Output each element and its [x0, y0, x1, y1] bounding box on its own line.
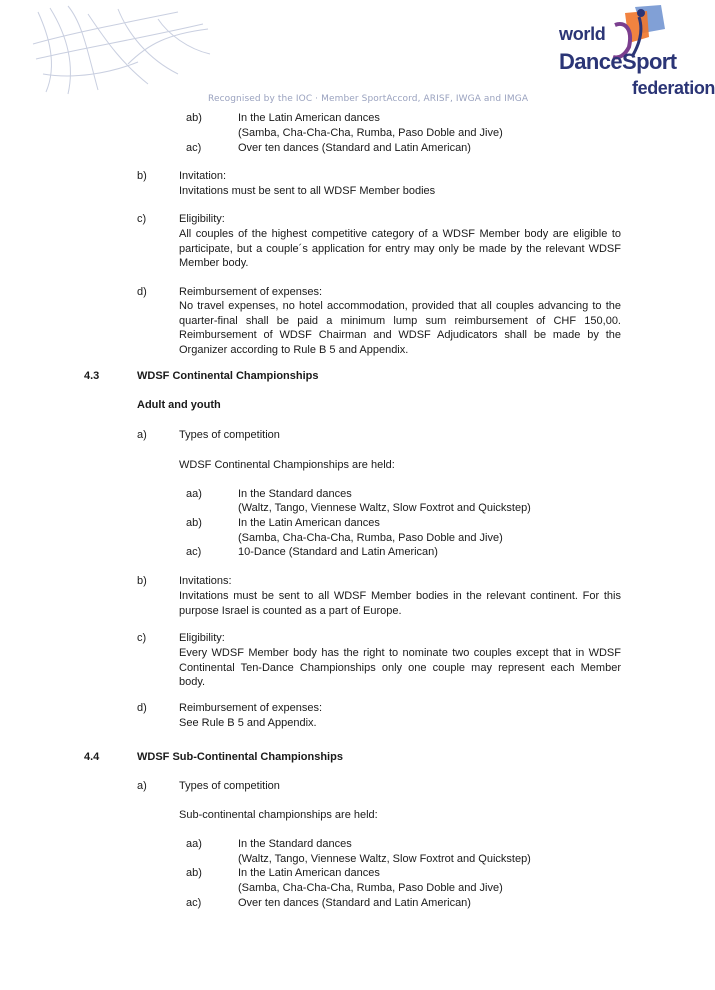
section-number-4-3: 4.3	[84, 370, 100, 382]
list-text-ac: 10-Dance (Standard and Latin American)	[238, 546, 438, 558]
logo-federation-text: federation	[632, 78, 715, 98]
item-title-invitations: Invitations:	[179, 575, 232, 587]
recognition-line: Recognised by the IOC · Member SportAccord, ARISF, IWGA and IMGA	[208, 94, 529, 104]
section-title-sub-continental: WDSF Sub-Continental Championships	[137, 751, 343, 763]
item-text-invitations: Invitations must be sent to all WDSF Member bodies in the relevant continent. For this purpose Israel is counted as a part of Europe.	[179, 590, 621, 617]
item-label-b: b)	[137, 575, 147, 587]
item-title-reimbursement: Reimbursement of expenses:	[179, 286, 323, 298]
list-text-aa-2: (Waltz, Tango, Viennese Waltz, Slow Foxtrot and Quickstep)	[238, 502, 531, 514]
item-title-invitation: Invitation:	[179, 170, 227, 182]
logo-dancesport-text: DanceSport	[559, 49, 677, 74]
item-label-c: c)	[137, 213, 147, 225]
list-text-ab-1: In the Latin American dances	[238, 867, 380, 879]
item-label-d: d)	[137, 702, 147, 714]
item-label-d: d)	[137, 286, 147, 298]
item-title-types: Types of competition	[179, 780, 280, 792]
logo-world-text: world	[559, 24, 606, 44]
item-title-types: Types of competition	[179, 429, 280, 441]
list-text-ab-2: (Samba, Cha-Cha-Cha, Rumba, Paso Doble and Jive)	[238, 882, 503, 894]
section-number-4-4: 4.4	[84, 751, 100, 763]
list-text-ac: Over ten dances (Standard and Latin American)	[238, 897, 471, 909]
section-title-continental: WDSF Continental Championships	[137, 370, 319, 382]
item-label-c: c)	[137, 632, 147, 644]
watermark-sketch	[28, 4, 213, 96]
list-text-aa-1: In the Standard dances	[238, 488, 352, 500]
list-label-ac: ac)	[186, 546, 202, 558]
item-intro-continental: WDSF Continental Championships are held:	[179, 459, 395, 471]
list-label-ac: ac)	[186, 142, 202, 154]
list-text-aa-1: In the Standard dances	[238, 838, 352, 850]
wdsf-logo	[555, 3, 715, 103]
item-title-eligibility: Eligibility:	[179, 632, 225, 644]
list-label-ab: ab)	[186, 867, 202, 879]
list-label-ab: ab)	[186, 517, 202, 529]
item-text-eligibility: Every WDSF Member body has the right to nominate two couples except that in WDSF Continental Ten-Dance Championships only one couple may represent each Member body.	[179, 647, 621, 689]
list-label-aa: aa)	[186, 838, 202, 850]
item-title-eligibility: Eligibility:	[179, 213, 225, 225]
list-text-ac: Over ten dances (Standard and Latin American)	[238, 142, 471, 154]
list-text-ab-1: In the Latin American dances	[238, 517, 380, 529]
list-text-ab-1: In the Latin American dances	[238, 112, 380, 124]
list-label-ac: ac)	[186, 897, 202, 909]
list-text-ab-2: (Samba, Cha-Cha-Cha, Rumba, Paso Doble and Jive)	[238, 532, 503, 544]
item-text-reimbursement: No travel expenses, no hotel accommodation, provided that all couples advancing to the quarter-final shall be paid a minimum lump sum reimbursement of CHF 150,00. Reimbursement of WDSF Chairman and WDSF Adjudicators shall be made by the Organizer according to Rule B 5 and Appendix.	[179, 300, 621, 356]
item-label-a: a)	[137, 780, 147, 792]
item-label-a: a)	[137, 429, 147, 441]
list-text-ab-2: (Samba, Cha-Cha-Cha, Rumba, Paso Doble and Jive)	[238, 127, 503, 139]
item-label-b: b)	[137, 170, 147, 182]
list-label-aa: aa)	[186, 488, 202, 500]
list-text-aa-2: (Waltz, Tango, Viennese Waltz, Slow Foxtrot and Quickstep)	[238, 853, 531, 865]
item-text-invitation: Invitations must be sent to all WDSF Member bodies	[179, 185, 436, 197]
list-label-ab: ab)	[186, 112, 202, 124]
item-text-eligibility: All couples of the highest competitive category of a WDSF Member body are eligible to participate, but a couple´s application for entry may only be made by the relevant WDSF Member body.	[179, 228, 621, 270]
section-subtitle-adult-youth: Adult and youth	[137, 399, 221, 411]
item-title-reimbursement: Reimbursement of expenses:	[179, 702, 323, 714]
item-intro-sub-continental: Sub-continental championships are held:	[179, 809, 378, 821]
item-text-reimbursement: See Rule B 5 and Appendix.	[179, 717, 317, 729]
